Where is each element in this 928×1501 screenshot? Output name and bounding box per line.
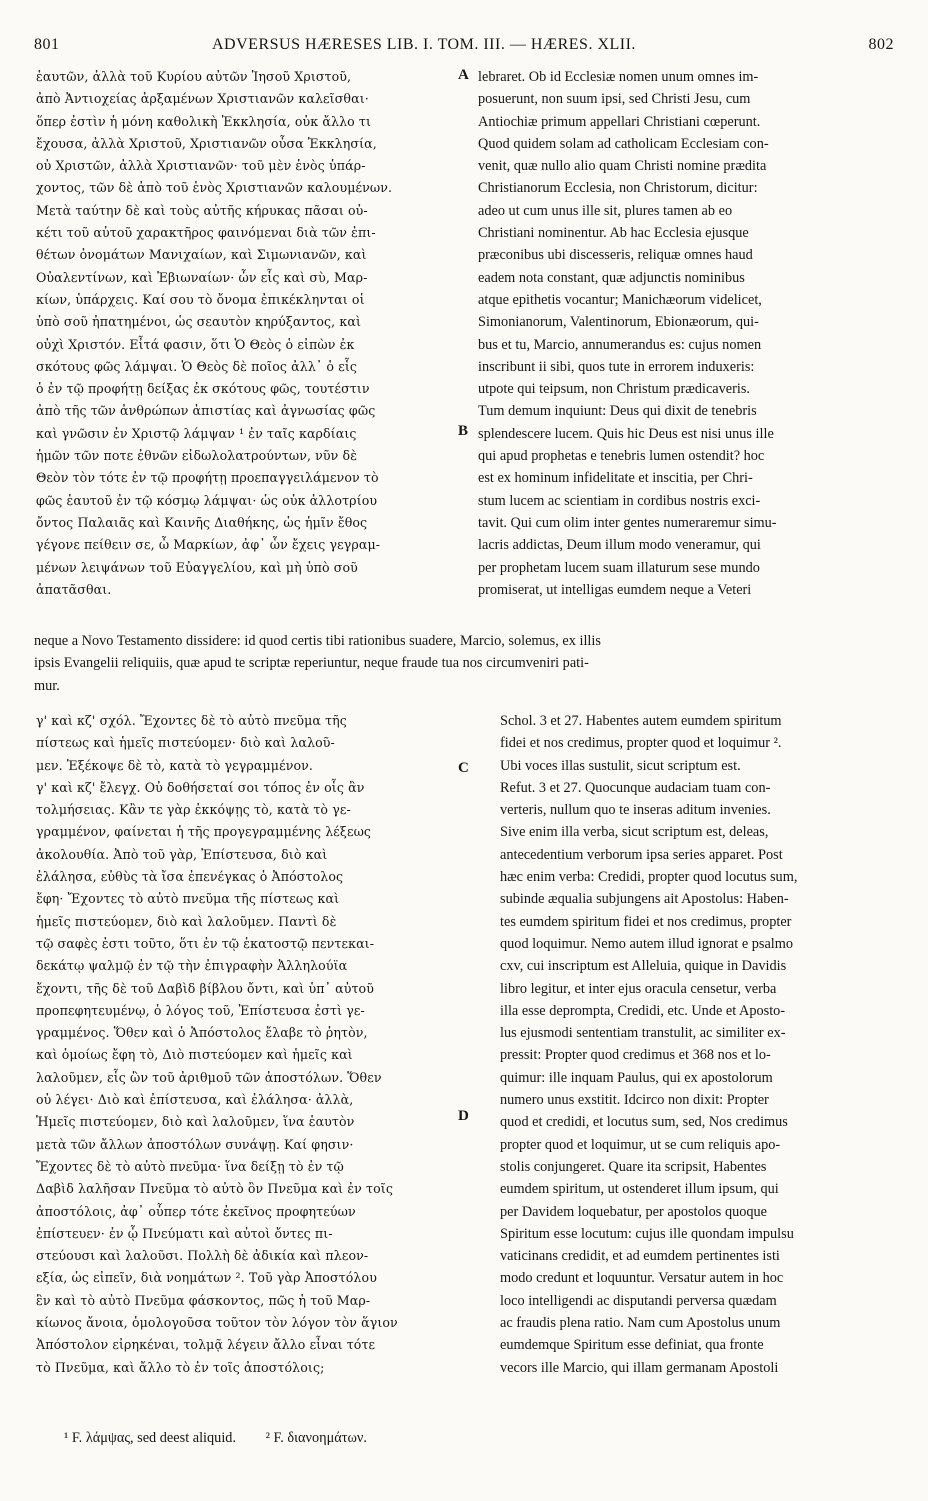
margin-marker-b: B — [458, 423, 469, 439]
text-line: lebraret. Ob id Ecclesiæ nomen unum omnes im- — [478, 69, 759, 85]
text-line: eumdemque Spiritum esse definiat, qua fronte — [500, 1337, 764, 1354]
greek-column-bottom — [36, 710, 458, 1379]
text-line: Tum demum inquiunt: Deus qui dixit de tenebris — [478, 403, 757, 420]
text-line: κίων, ὑπάρχεις. Καί σου τὸ ὄνομα ἐπικέκληνται οἱ — [36, 291, 365, 307]
text-line: Οὐαλεντίνων, καὶ Ἐβιωναίων· ὧν εἷς καὶ σὺ, Μαρ- — [36, 269, 368, 285]
text-line: Ubi voces illas sustulit, sicut scriptum est. — [500, 757, 741, 774]
text-line: Ἔχοντες δὲ τὸ αὐτὸ πνεῦμα· ἵνα δείξῃ τὸ ἐν τῷ — [36, 1158, 344, 1174]
text-line: verteris, nullum quo te inseras aditum invenies. — [500, 802, 771, 819]
text-line: loco intelligendi ac disputandi perversa quædam — [500, 1292, 777, 1309]
text-line: cxv, cui inscriptum est Alleluia, quique in Davidis — [500, 958, 787, 975]
full-width-paragraph — [34, 630, 902, 697]
text-line: ὁ ἐν τῷ προφήτῃ δείξας ἐκ σκότους φῶς, τουτέστιν — [36, 381, 370, 397]
text-line: ἔχοντι, τῆς δὲ τοῦ Δαβὶδ βίβλου ὄντι, καὶ ὑπ᾽ αὐτοῦ — [36, 980, 374, 996]
text-line: ἡμεῖς πιστεύομεν, διὸ καὶ λαλοῦμεν. Παντὶ δὲ — [36, 913, 337, 929]
text-line: tavit. Qui cum olim inter gentes numeraremur simu- — [478, 514, 777, 531]
text-line: Christiani nominentur. Ab hac Ecclesia ejusque — [478, 225, 749, 242]
text-line: μετὰ τῶν ἄλλων ἀποστόλων συνάψῃ. Καί φησιν· — [36, 1136, 354, 1152]
margin-marker-a: A — [458, 67, 469, 83]
text-line: καὶ γνῶσιν ἐν Χριστῷ λάμψαν ¹ ἐν ταῖς καρδίαις — [36, 425, 357, 441]
text-line: splendescere lucem. Quis hic Deus est nisi unus ille — [478, 425, 774, 442]
text-line: Μετὰ ταύτην δὲ καὶ τοὺς αὐτῆς κήρυκας πᾶσαι οὐ- — [36, 202, 368, 218]
text-line: fidei et nos credimus, propter quod et loquimur ². — [500, 735, 782, 752]
text-line: bus et tu, Marcio, annumerandus es: cujus nomen — [478, 336, 762, 353]
text-line: Ἡμεῖς πιστεύομεν, διὸ καὶ λαλοῦμεν, ἵνα ἑαυτὸν — [36, 1114, 355, 1130]
text-line: vecors ille Marcio, qui illam germanam Apostoli — [500, 1359, 779, 1376]
footnote-2: ² F. διανοημάτων. — [265, 1430, 367, 1446]
text-line: τολμήσειας. Κἂν τε γὰρ ἐκκόψῃς τὸ, κατὰ τὸ γε- — [36, 802, 351, 818]
text-line: πίστεως καὶ ἡμεῖς πιστεύομεν· διὸ καὶ λαλοῦ- — [36, 735, 335, 751]
text-line: per prophetam lucem suam illaturum sese mundo — [478, 559, 760, 576]
text-line: Ἀπόστολον εἰρηκέναι, τολμᾷ λέγειν ἄλλο εἶναι τότε — [36, 1337, 376, 1353]
text-line: ἀκολουθία. Ἀπὸ τοῦ γὰρ, Ἐπίστευσα, διὸ καὶ — [36, 846, 328, 862]
text-line: est ex hominum infidelitate et inscitia, per Chri- — [478, 470, 753, 487]
text-line: προπεφητευμένῳ, ὁ λόγος τοῦ, Ἐπίστευσα ἐστὶ γε- — [36, 1002, 365, 1018]
text-line: ἔφη· Ἔχοντες τὸ αὐτὸ πνεῦμα τῆς πίστεως καὶ — [36, 891, 340, 907]
text-line: quod et credidi, et locutus sum, sed, Nos credimus — [500, 1114, 788, 1131]
text-line: qui apud prophetas e tenebris lumen ostendit? hoc — [478, 448, 765, 465]
text-line: præconibus ubi discesseris, reliquæ omnes haud — [478, 247, 753, 264]
text-line: ἡμῶν τῶν ποτε ἐθνῶν εἰδωλολατρούντων, νῦν δὲ — [36, 448, 358, 464]
text-line: ἐλάλησα, εὐθὺς τὰ ἴσα ἐπενέγκας ὁ Ἀπόστολος — [36, 869, 344, 885]
text-line: δεκάτῳ ψαλμῷ ἐν τῷ τὴν ἐπιγραφὴν Ἀλληλούϊα — [36, 958, 348, 974]
text-line: Simonianorum, Valentinorum, Ebionæorum, qui- — [478, 314, 759, 331]
text-line: σκότους φῶς λάμψαι. Ὁ Θεὸς δὲ ποῖος ἀλλ᾽ ὁ εἷς — [36, 358, 358, 374]
text-line: promiserat, ut intelligas eumdem neque a Veteri — [478, 581, 752, 598]
text-line: στεύουσι καὶ λαλοῦσι. Πολλὴ δὲ ἀδικία καὶ πλεον- — [36, 1248, 369, 1264]
page-number-left: 801 — [34, 36, 60, 53]
text-line: Refut. 3 et 27. Quocunque audaciam tuam con- — [500, 779, 771, 796]
text-line: modo credunt et loquuntur. Versatur autem in hoc — [500, 1270, 784, 1287]
text-line: μένων λειψάνων τοῦ Εὐαγγελίου, καὶ μὴ ὑπὸ σοῦ — [36, 559, 358, 575]
text-line: subinde æqualia subjungens ait Apostolus: Haben- — [500, 891, 789, 908]
text-line: eumdem spiritum, ut ostenderet illum ipsum, qui — [500, 1181, 779, 1198]
text-line: ipsis Evangelii reliquiis, quæ apud te scriptæ reperiuntur, neque fraude tua nos circumveniri pati- — [34, 655, 589, 672]
text-line: ἓν καὶ τὸ αὐτὸ Πνεῦμα φάσκοντος, πῶς ἡ τοῦ Μαρ- — [36, 1292, 371, 1308]
text-line: Christianorum Ecclesia, non Christorum, dicitur: — [478, 180, 758, 197]
text-line: οὐ λέγει· Διὸ καὶ ἐπίστευσα, καὶ ἐλάλησα· ἀλλὰ, — [36, 1092, 354, 1108]
text-line: antecedentium verborum ipsa series apparet. Post — [500, 846, 783, 863]
text-line: ἀπατᾶσθαι. — [36, 581, 112, 597]
text-line: pressit: Propter quod credimus et 368 nos et lo- — [500, 1047, 771, 1064]
text-line: lus ejusmodi sententiam transtulit, ac similiter ex- — [500, 1025, 786, 1042]
text-line: καὶ ὁμοίως ἔφη τὸ, Διὸ πιστεύομεν καὶ ἡμεῖς καὶ — [36, 1047, 353, 1063]
text-line: posuerunt, non suum ipsi, sed Christi Jesu, cum — [478, 91, 751, 108]
text-line: quod loquimur. Nemo autem illud ignorat e psalmo — [500, 935, 794, 952]
text-line: Schol. 3 et 27. Habentes autem eumdem spiritum — [500, 713, 782, 729]
text-line: quimur: ille inquam Paulus, qui ex apostolorum — [500, 1069, 773, 1086]
text-line: γ' καὶ κζ' σχόλ. Ἔχοντες δὲ τὸ αὐτὸ πνεῦμα τῆς — [36, 713, 347, 728]
text-line: ὅπερ ἐστὶν ἡ μόνη καθολικὴ Ἐκκλησία, οὐκ ἄλλο τι — [36, 113, 372, 129]
text-line: ac fraudis plena ratio. Nam cum Apostolus unum — [500, 1315, 781, 1332]
text-line: stolis conjungeret. Quare ita scripsit, Habentes — [500, 1158, 767, 1175]
text-line: οὐχὶ Χριστόν. Εἶτά φασιν, ὅτι Ὁ Θεὸς ὁ εἰπὼν ἐκ — [36, 336, 355, 352]
footnotes — [64, 1430, 393, 1447]
text-line: εξία, ὡς εἰπεῖν, διὰ νοημάτων ². Τοῦ γὰρ Ἀποστόλου — [36, 1270, 377, 1286]
text-line: stum lucem ac scientiam in cordibus nostris exci- — [478, 492, 761, 509]
latin-column-top — [478, 66, 904, 601]
text-line: inscribunt ii sibi, quos tute in errorem induxeris: — [478, 358, 755, 375]
text-line: φῶς ἑαυτοῦ ἐν τῷ κόσμῳ λάμψαι· ὡς οὐκ ἀλλοτρίου — [36, 492, 378, 508]
text-line: adeo ut cum unus ille sit, plures tamen ab eo — [478, 202, 733, 219]
text-line: λαλοῦμεν, εἷς ὢν τοῦ ἀριθμοῦ τῶν ἀποστόλων. Ὅθεν — [36, 1069, 382, 1085]
text-line: Spiritum esse locutum: cujus ille quondam impulsu — [500, 1225, 794, 1242]
text-line: Θεὸν τὸν τότε ἐν τῷ προφήτῃ προεπαγγειλάμενον τὸ — [36, 470, 379, 486]
text-line: libro legitur, et inter ejus oracula censetur, verba — [500, 980, 777, 997]
text-line: propter quod et loquimur, ut se cum reliquis apo- — [500, 1136, 781, 1153]
text-line: illa esse deprompta, Credidi, etc. Unde et Aposto- — [500, 1002, 786, 1019]
text-line: ἀπὸ Ἀντιοχείας ἀρξαμένων Χριστιανῶν καλεῖσθαι· — [36, 91, 369, 107]
text-line: τῷ σαφὲς ἐστι τοῦτο, ὅτι ἐν τῷ ἑκατοστῷ πεντεκαι- — [36, 935, 375, 951]
text-line: ἀποστόλοις, ἀφ᾽ οὗπερ τότε ἐκεῖνος προφητεύων — [36, 1203, 356, 1219]
text-line: κέτι τοῦ αὐτοῦ χαρακτῆρος φαινόμεναι διὰ τῶν ἐπι- — [36, 225, 376, 241]
margin-marker-c: C — [458, 760, 469, 776]
text-line: Quod quidem solam ad catholicam Ecclesiam con- — [478, 135, 769, 152]
text-line: γ' καὶ κζ' ἔλεγχ. Οὐ δοθήσεταί σοι τόπος ἐν οἷς ἂν — [36, 779, 365, 795]
text-line: μεν. Ἐξέκοψε δὲ τὸ, κατὰ τὸ γεγραμμένον. — [36, 757, 314, 773]
text-line: lacris addictas, Deum illum modo veneramur, qui — [478, 537, 761, 554]
text-line: οὐ Χριστῶν, ἀλλὰ Χριστιανῶν· τοῦ μὲν ἑνὸς ὑπάρ- — [36, 158, 366, 174]
text-line: γέγονε πείθειν σε, ὦ Μαρκίων, ἀφ᾽ ὧν ἔχεις γεγραμ- — [36, 537, 381, 553]
text-line: mur. — [34, 677, 60, 694]
footnote-1: ¹ F. λάμψας, sed deest aliquid. — [64, 1430, 237, 1446]
text-line: hæc enim verba: Credidi, propter quod locutus sum, — [500, 869, 798, 886]
text-line: Δαβὶδ λαλῆσαν Πνεῦμα τὸ αὐτὸ ὂν Πνεῦμα καὶ ἐν τοῖς — [36, 1181, 393, 1197]
running-title: ADVERSUS HÆRESES LIB. I. TOM. III. — HÆRES. XLII. — [212, 36, 636, 53]
latin-column-bottom — [500, 710, 904, 1379]
text-line: neque a Novo Testamento dissidere: id quod certis tibi rationibus suadere, Marcio, solemus, ex illis — [34, 633, 601, 649]
text-line: ἀπὸ τῆς τῶν ἀνθρώπων ἀπιστίας καὶ ἀγνωσίας φῶς — [36, 403, 376, 419]
text-line: per Davidem loquebatur, per apostolos quoque — [500, 1203, 768, 1220]
text-line: χοντος, τῶν δὲ ἀπὸ τοῦ ἑνὸς Χριστιανῶν καλουμένων. — [36, 180, 393, 196]
text-line: eadem nota constant, quæ adjunctis nominibus — [478, 269, 745, 286]
page-number-right: 802 — [868, 36, 894, 53]
text-line: τὸ Πνεῦμα, καὶ ἄλλο τὸ ἐν τοῖς ἀποστόλοις; — [36, 1359, 325, 1375]
text-line: ἑαυτῶν, ἀλλὰ τοῦ Κυρίου αὐτῶν Ἰησοῦ Χριστοῦ, — [36, 69, 352, 84]
text-line: ὑπὸ σοῦ ἠπατημένοι, ὡς σεαυτὸν κηρύξαντος, καὶ — [36, 314, 361, 330]
text-line: venit, quæ nullo alio quam Christi nomine prædita — [478, 158, 767, 175]
text-line: Antiochiæ primum appellari Christiani cœperunt. — [478, 113, 761, 130]
text-line: ὄντος Παλαιᾶς καὶ Καινῆς Διαθήκης, ὡς ἡμῖν ἔθος — [36, 514, 368, 530]
text-line: ἔχουσα, ἀλλὰ Χριστοῦ, Χριστιανῶν οὖσα Ἐκκλησία, — [36, 135, 377, 151]
text-line: γραμμένος. Ὅθεν καὶ ὁ Ἀπόστολος ἔλαβε τὸ ῥητὸν, — [36, 1025, 368, 1041]
text-line: numero unus exstitit. Idcirco non dixit: Propter — [500, 1092, 769, 1109]
text-line: γραμμένον, φαίνεται ἡ τῆς προγεγραμμένης λέξεως — [36, 824, 372, 840]
text-line: utpote qui teipsum, non Christum prædicaveris. — [478, 381, 751, 398]
text-line: κίωνος ἄνοια, ὁμολογοῦσα τοῦτον τὸν λόγον τὸν ἅγιον — [36, 1315, 398, 1331]
text-line: vaticinans credidit, et ad eumdem pertinentes isti — [500, 1248, 780, 1265]
margin-marker-d: D — [458, 1108, 469, 1124]
running-header — [32, 36, 894, 58]
text-line: tes eumdem spiritum fidei et nos credimus, propter — [500, 913, 792, 930]
text-line: ἐπίστευεν· ἐν ᾧ Πνεύματι καὶ αὐτοὶ ὄντες πι- — [36, 1225, 333, 1241]
text-line: atque epithetis vocantur; Manichæorum videlicet, — [478, 291, 762, 308]
greek-column-top — [36, 66, 458, 601]
text-line: Sive enim illa verba, sicut scriptum est, deleas, — [500, 824, 769, 841]
text-line: θέτων ὀνομάτων Μανιχαίων, καὶ Σιμωνιανῶν, καὶ — [36, 247, 367, 263]
